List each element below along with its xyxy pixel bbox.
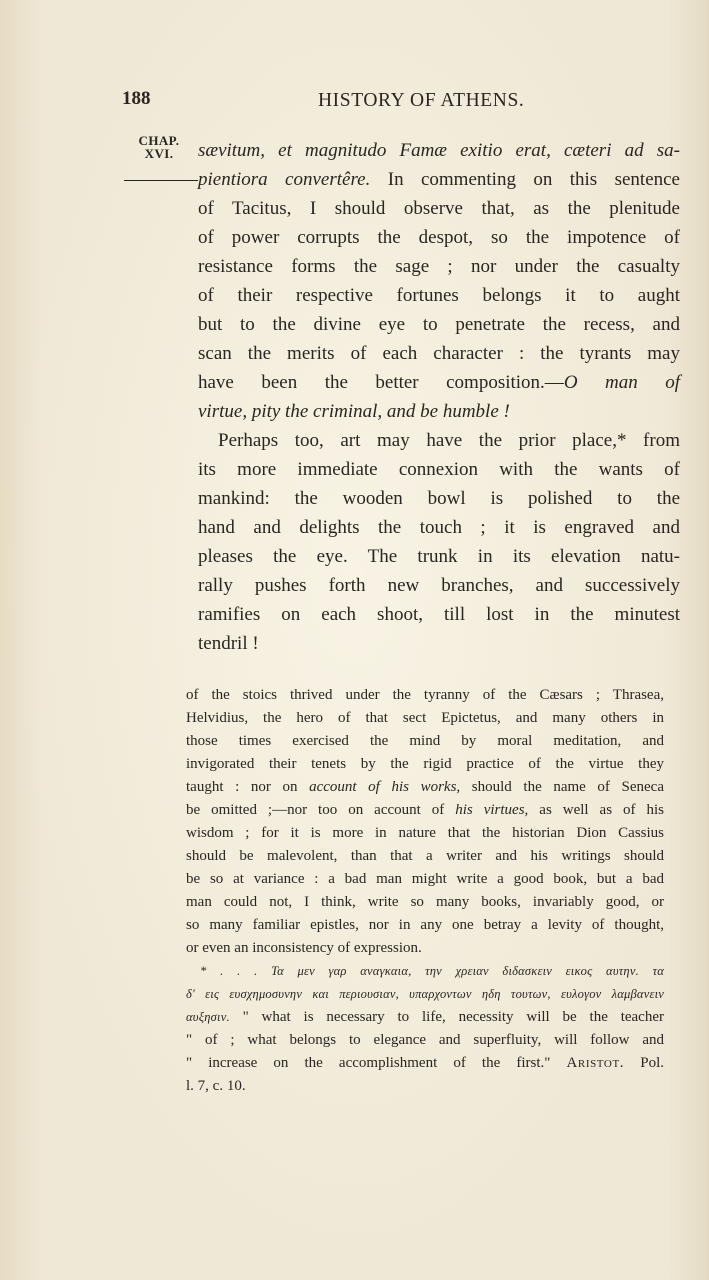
greek-footnote-line: δ' εις ευσχημοσυνην και περιουσιαν, υπαρχοντων ηδη τουτων, ευλογον λαμβανειν [186, 987, 664, 1001]
text-line: Perhaps too, art may have the prior place,* from [218, 430, 680, 451]
citation-author: Aristot. [566, 1055, 625, 1071]
footnote-line: invigorated their tenets by the rigid practice of the virtue they [186, 756, 664, 772]
footnote-line: of the stoics thrived under the tyranny of the Cæsars ; Thrasea, [186, 687, 664, 703]
text-line: resistance forms the sage ; nor under the casualty [198, 256, 680, 277]
footnote-line: or even an inconsistency of expression. [186, 940, 422, 956]
footnote-line: Helvidius, the hero of that sect Epictetus, and many others in [186, 710, 664, 726]
latin-quote: pientiora convertêre. [198, 169, 371, 190]
footnote-line: be omitted ;—nor too on account of his virtues, as well as of his [186, 802, 664, 818]
text-line: rally pushes forth new branches, and successively [198, 575, 680, 596]
text-line [198, 136, 680, 165]
greek-footnote-line: * . . . Τα μεν γαρ αναγκαια, την χρειαν διδασκειν εικος αυτην. τα [200, 964, 664, 978]
footnote-line: so many familiar epistles, nor in any one betray a levity of thought, [186, 917, 664, 933]
text-line: have been the better composition.—O man of [198, 372, 680, 393]
text-line: of power corrupts the despot, so the impotence of [198, 227, 680, 248]
footnote-line: l. 7, c. 10. [186, 1078, 246, 1094]
text-line: tendril ! [198, 633, 259, 654]
footnote-line: those times exercised the mind by moral meditation, and [186, 733, 664, 749]
footnote-line: be so at variance : a bad man might write a good book, but a bad [186, 871, 664, 887]
chapter-marker [133, 134, 185, 160]
footnotes [186, 684, 664, 1098]
footnote-line: man could not, I think, write so many books, invariably good, or [186, 894, 664, 910]
footnote-line: " of ; what belongs to elegance and superfluity, will follow and [186, 1032, 664, 1048]
text-line: pleases the eye. The trunk in its elevation natu- [198, 546, 680, 567]
text-line: of their respective fortunes belongs it to aught [198, 285, 680, 306]
footnote-line: taught : nor on account of his works, should the name of Seneca [186, 779, 664, 795]
page-number: 188 [122, 88, 151, 109]
footnote-line: should be malevolent, than that a writer and his writings should [186, 848, 664, 864]
chapter-number: XVI. [144, 146, 174, 161]
book-title: HISTORY OF ATHENS. [318, 90, 525, 111]
latin-quote: sævitum, et magnitudo Famæ exitio erat, cæteri ad sa- [198, 140, 680, 161]
footnote-line: αυξησιν. " what is necessary to life, necessity will be the teacher [186, 1009, 664, 1025]
footnote-line: " increase on the accomplishment of the first." Aristot. Pol. [186, 1055, 664, 1071]
chapter-label: CHAP. [138, 133, 180, 148]
text-line: scan the merits of each character : the tyrants may [198, 343, 680, 364]
footnote-line: wisdom ; for it is more in nature that the historian Dion Cassius [186, 825, 664, 841]
text-line: its more immediate connexion with the wants of [198, 459, 680, 480]
running-head [122, 88, 570, 116]
text-line: virtue, pity the criminal, and be humble ! [198, 401, 510, 422]
text-line: of Tacitus, I should observe that, as the plenitude [198, 198, 680, 219]
text-line: pientiora convertêre. In commenting on this sentence [198, 169, 680, 190]
text-line: mankind: the wooden bowl is polished to the [198, 488, 680, 509]
text-line: hand and delights the touch ; it is engraved and [198, 517, 680, 538]
text-line: but to the divine eye to penetrate the recess, and [198, 314, 680, 335]
chapter-rule [124, 180, 198, 181]
main-text [198, 136, 680, 658]
text-line: ramifies on each shoot, till lost in the minutest [198, 604, 680, 625]
